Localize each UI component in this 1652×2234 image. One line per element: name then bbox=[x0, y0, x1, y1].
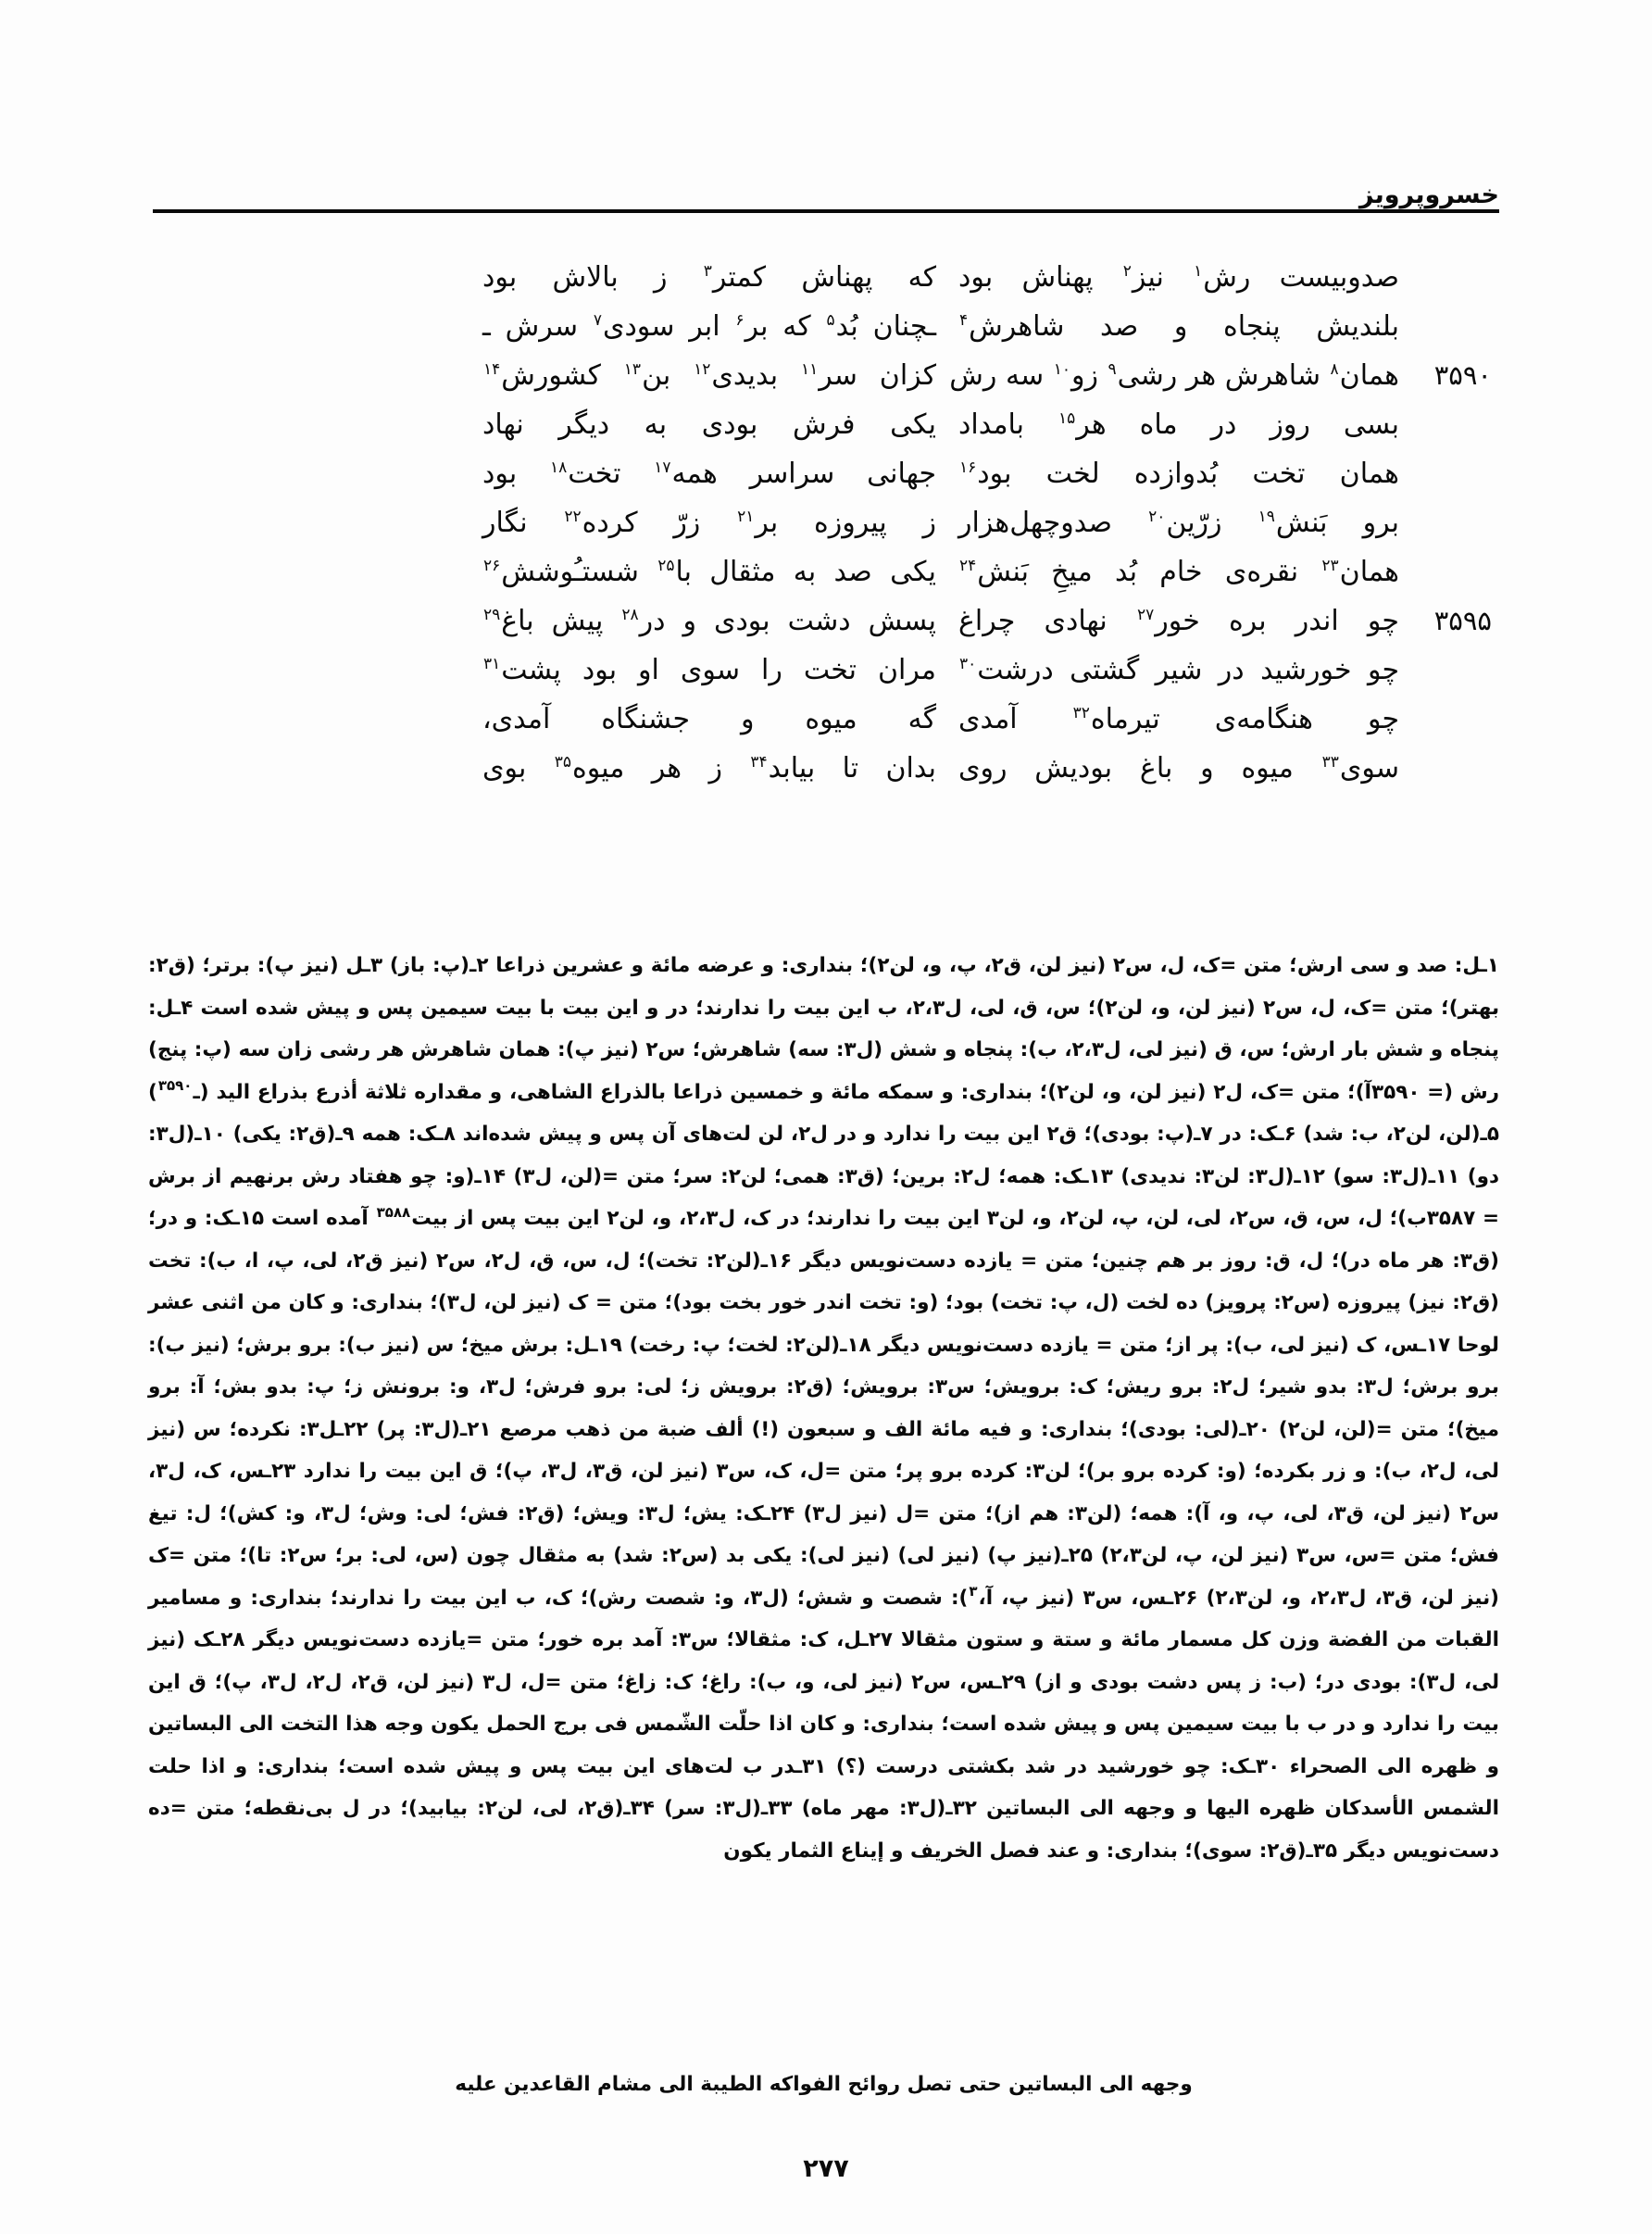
note-marker: ۲۸ bbox=[621, 606, 639, 624]
verse-number: ۳۵۹۰ bbox=[1433, 359, 1492, 391]
verse-line bbox=[153, 359, 1499, 408]
hemistich-second: که پهناش کمتر$^۳$ ز بالاش بود bbox=[482, 261, 936, 294]
note-marker: ۲۱ bbox=[737, 508, 755, 526]
verse-line bbox=[153, 261, 1499, 310]
verse-line bbox=[153, 310, 1499, 359]
header-rule-divider bbox=[153, 209, 1499, 213]
note-marker: ۳۵ bbox=[554, 753, 571, 772]
verse-line bbox=[153, 654, 1499, 703]
hemistich-second: مران تخت را سوی او بود پشت$^{۳۱}$ bbox=[483, 654, 936, 686]
note-marker: ۲۴ bbox=[959, 557, 977, 575]
verse-block bbox=[153, 261, 1499, 801]
hemistich-second: ز پیروزه بر$^{۲۱}$ زرّ کرده$^{۲۲}$ نگار bbox=[482, 507, 936, 539]
note-marker: ۲۹ bbox=[483, 606, 501, 624]
verse-line bbox=[153, 408, 1499, 458]
hemistich-second: یکی فرش بودی به دیگر نهاد bbox=[482, 408, 936, 441]
folio-number: ۲۷۷ bbox=[803, 2154, 849, 2183]
verse-line bbox=[153, 752, 1499, 801]
note-marker: ۳ bbox=[703, 262, 712, 281]
hemistich-first: صدوبیست رش$^۱$ نیز$^۲$ پهناش بود bbox=[958, 261, 1399, 294]
note-marker: ۶ bbox=[735, 311, 745, 330]
note-marker: ۲۵ bbox=[657, 557, 675, 575]
note-marker: ۳۳ bbox=[1321, 753, 1339, 772]
note-marker: ۳۱ bbox=[483, 655, 501, 673]
note-marker: ۱۷ bbox=[654, 458, 671, 477]
note-marker: ۱۲ bbox=[694, 360, 711, 379]
apparatus-entry-group: ۱ـل: صد و سی ارش؛ متن =ک، ل، س۲ (نیز لن، ق۲، پ، و، لن۲)؛ بنداری: و عرضه مائة و عشرین ذراعا ۲ـ(پ: باز) ۳ـل (نیز پ): برتر؛ (ق۲: بهتر)؛ متن =ک، ل، س۲ (نیز لن، و، لن۲)؛ س، ق، لی، ل۲،۳، ب این بیت را ندارند؛ در و این بیت با بیت سیمین پس و پیش شده است ۴ـل: پنجاه و شش بار ارش؛ س، ق (نیز لی، ل۲،۳، ب): پنجاه و شش (ل۳: سه) شاهرش؛ س۲ (نیز پ): همان شاهرش هر رشی زان سه (پ: پنج) رش (= ۳۵۹۰آ)؛ متن =ک، ل۲ (نیز لن، و، لن۲)؛ بنداری: و سمکه مائة و خمسین ذراعا بالذراع الشاهی، و مقداره ثلاثة أذرع بذراع الید (ـ$^{۳۵۹۰}$) ۵ـ(لن، لن۲، ب: شد) ۶ـک: در ۷ـ(پ: بودی)؛ ق۲ این بیت را ندارد و در ل۲، لن لت‌های آن پس و پیش شده‌اند ۸ـک: همه ۹ـ(ق۲: یکی) ۱۰ـ(ل۳: دو) ۱۱ـ(ل۳: سو) ۱۲ـ(ل۳: لن۳: ندیدی) ۱۳ـک: همه؛ ل۲: برین؛ (ق۳: همی؛ لن۲: سر؛ متن =(لن، ل۳) ۱۴ـ(و: چو هفتاد رش برنهیم از برش = ۳۵۸۷ب)؛ ل، س، ق، س۲، لی، لن، پ، لن۲، و، لن۳ این بیت را ندارند؛ در ک، ل۲،۳، و، لن۲ این بیت پس از بیت$^{۳۵۸۸}$ آمده است ۱۵ـک: و در؛ (ق۳: هر ماه در)؛ ل، ق: روز بر هم چنین؛ متن = یازده دست‌نویس دیگر ۱۶ـ(لن۲: تخت)؛ ل، س، ق، ل۲، س۲ (نیز ق۲، لی، پ، ا، ب): تخت (ق۲: نیز) پیروزه (س۲: پرویز) ده لخت (ل، پ: تخت) بود؛ (و: تخت اندر خور بخت بود)؛ متن = ک (نیز لن، ل۳)؛ بنداری: و کان من اثنی عشر لوحا ۱۷ـس، ک (نیز لی، ب): پر از؛ متن = یازده دست‌نویس دیگر ۱۸ـ(لن۲: لخت؛ پ: رخت) ۱۹ـل: برش میخ؛ س (نیز ب): برو برش؛ (نیز ب): برو برش؛ ل۳: بدو شیر؛ ل۲: برو ریش؛ ک: برویش؛ س۳: برویش؛ (ق۲: برویش ز؛ لی: برو فرش؛ ل۳، و: برونش ز؛ پ: بدو بش؛ آ: برو میخ)؛ متن =(لن، لن۲) ۲۰ـ(لی: بودی)؛ بنداری: و فیه مائة الف و سبعون (!) ألف ضبة من ذهب مرصع ۲۱ـ(ل۳: پر) ۲۲ـل۳: نکرده؛ س (نیز لی، ل۲، ب): و زر بکرده؛ (و: کرده برو بر)؛ لن۳: کرده برو پر؛ متن =ل، ک، س۳ (نیز لن، ق۳، ل۳، پ)؛ ق این بیت را ندارد ۲۳ـس، ک، ل۳، س۲ (نیز لن، ق۳، لی، پ، و، آ): همه؛ (لن۳: هم از)؛ متن =ل (نیز ل۳) ۲۴ـک: یش؛ ل۳: ویش؛ (ق۲: فش؛ لی: وش؛ ل۳، و: کش)؛ ل: تیغ فش؛ متن =س، س۳ (نیز لن، پ، لن۲،۳) ۲۵ـ(نیز پ) (نیز لی) (نیز لی): یکی بد (س۲: شد) به مثقال چون (س، لی: بر؛ س۲: تا)؛ متن =ک (نیز لن، ق۳، ل۲،۳، و، لن۲،۳) ۲۶ـس، س۳ (نیز پ، آ،$^۳$): شصت و شش؛ (ل۳، و: شصت رش)؛ ک، ب این بیت را ندارند؛ بنداری: و مسامیر القبات من الفضة وزن کل مسمار مائة و ستة و ستون مثقالا ۲۷ـل، ک: مثقالا؛ س۳: آمد بره خور؛ متن =یازده دست‌نویس دیگر ۲۸ـک (نیز لی، ل۳): بودی در؛ (ب: ز پس دشت بودی و از) ۲۹ـس، س۲ (نیز لی، و، ب): راغ؛ ک: زاغ؛ متن =ل، ل۳ (نیز لن، ق۲، ل۲، ل۳، پ)؛ ق این بیت را ندارد و در ب با بیت سیمین پس و پیش شده است؛ بنداری: و کان اذا حلّت الشّمس فی برج الحمل یکون وجه هذا التخت الی البساتین و ظهره الی الصحراء ۳۰ـک: چو خورشید در شد بکشتی درست (؟) ۳۱ـدر ب لت‌های این بیت پس و پیش شده است؛ بنداری: و اذا حلت الشمس الأسدکان ظهره الیها و وجهه الی البساتین ۳۲ـ(ل۳: مهر ماه) ۳۳ـ(ل۳: سر) ۳۴ـ(ق۲، لی، لن۲: بیابید)؛ در ل بی‌نقطه؛ متن =ده دست‌نویس دیگر ۳۵ـ(ق۲: سوی)؛ بنداری: و عند فصل الخریف و إیناع الثمار یکون bbox=[148, 954, 1500, 1863]
note-marker: ۱۱ bbox=[800, 360, 819, 379]
note-marker: ۳۵۸۸ bbox=[376, 1203, 411, 1221]
note-marker: ۳ bbox=[969, 1583, 978, 1600]
note-marker: ۹ bbox=[1108, 360, 1117, 379]
hemistich-first: چو اندر بره خور$^{۲۷}$ نهادی چراغ bbox=[958, 605, 1399, 637]
note-marker: ۱۰ bbox=[1053, 360, 1070, 379]
hemistich-second: پسش دشت بودی و در$^{۲۸}$ پیش باغ$^{۲۹}$ bbox=[483, 605, 936, 637]
note-marker: ۱۶ bbox=[959, 458, 977, 477]
hemistich-first: بسی روز در ماه هر$^{۱۵}$ بامداد bbox=[958, 408, 1399, 441]
note-marker: ۲۳ bbox=[1321, 557, 1339, 575]
hemistich-first: همان$^۸$ شاهرش هر رشی$^۹$ زو$^{۱۰}$ سه رش bbox=[949, 359, 1399, 392]
hemistich-second: کزان سر$^{۱۱}$ بدیدی$^{۱۲}$ بن$^{۱۳}$ کشورش$^{۱۴}$ bbox=[483, 359, 936, 392]
note-marker: ۱۳ bbox=[623, 360, 642, 379]
hemistich-first: چو خورشید در شیر گشتی درشت$^{۳۰}$ bbox=[959, 654, 1399, 686]
apparatus-criticus bbox=[148, 945, 1499, 1872]
running-title: خسروپرویز bbox=[1358, 181, 1499, 209]
note-marker: ۲۰ bbox=[1148, 508, 1166, 526]
verse-line bbox=[153, 703, 1499, 752]
hemistich-first: همان تخت بُدوازده لخت بود$^{۱۶}$ bbox=[959, 458, 1399, 490]
verse-number: ۳۵۹۵ bbox=[1433, 605, 1492, 636]
note-marker: ۱۴ bbox=[483, 360, 501, 379]
hemistich-first: برو بَنش$^{۱۹}$ زرّین$^{۲۰}$ صدوچهل‌هزار bbox=[958, 507, 1399, 539]
note-marker: ۸ bbox=[1330, 360, 1339, 379]
note-marker: ۵ bbox=[826, 311, 835, 330]
note-marker: ۳۲ bbox=[1072, 704, 1090, 722]
note-marker: ۱۹ bbox=[1258, 508, 1275, 526]
hemistich-second: جهانی سراسر همه$^{۱۷}$ تخت$^{۱۸}$ بود bbox=[482, 458, 936, 490]
note-marker: ۲۷ bbox=[1136, 606, 1155, 624]
verse-line bbox=[153, 605, 1499, 654]
apparatus-final-line: وجهه الی البساتین حتی تصل روائح الفواکه الطیبة الی مشام القاعدین علیه bbox=[455, 2073, 1193, 2096]
hemistich-first: همان$^{۲۳}$ نقره‌ی خام بُد میخِ بَنش$^{۲۴}$ bbox=[959, 556, 1399, 588]
hemistich-first: چو هنگامه‌ی تیرماه$^{۳۲}$ آمدی bbox=[958, 703, 1400, 735]
note-marker: ۲۶ bbox=[483, 557, 501, 575]
hemistich-second: بدان تا بیابد$^{۳۴}$ ز هر میوه$^{۳۵}$ بوی bbox=[482, 752, 936, 784]
note-marker: ۳۵۹۰ bbox=[157, 1077, 193, 1095]
note-marker: ۱۵ bbox=[1058, 409, 1076, 428]
hemistich-first: سوی$^{۳۳}$ میوه و باغ بودیش روی bbox=[958, 752, 1399, 784]
note-marker: ۱ bbox=[1194, 262, 1203, 281]
hemistich-second: گه میوه و جشنگاه آمدی، bbox=[482, 703, 936, 735]
hemistich-second: یکی صد به مثقال با$^{۲۵}$ شستـُوشش$^{۲۶}$ bbox=[483, 556, 936, 588]
note-marker: ۳۰ bbox=[959, 655, 977, 673]
note-marker: ۱۸ bbox=[550, 458, 568, 477]
hemistich-second: ـچنان بُد$^۵$ که بر$^۶$ ابر سودی$^۷$ سرش ـ bbox=[482, 310, 937, 343]
note-marker: ۳۴ bbox=[750, 753, 768, 772]
note-marker: ۷ bbox=[593, 311, 602, 330]
note-marker: ۲ bbox=[1122, 262, 1132, 281]
verse-line bbox=[153, 458, 1499, 507]
running-header bbox=[153, 157, 1499, 213]
verse-line bbox=[153, 556, 1499, 605]
note-marker: ۴ bbox=[959, 311, 969, 330]
note-marker: ۲۲ bbox=[564, 508, 582, 526]
verse-line bbox=[153, 507, 1499, 556]
hemistich-first: بلندیش پنجاه و صد شاهرش$^۴$ bbox=[959, 310, 1399, 343]
